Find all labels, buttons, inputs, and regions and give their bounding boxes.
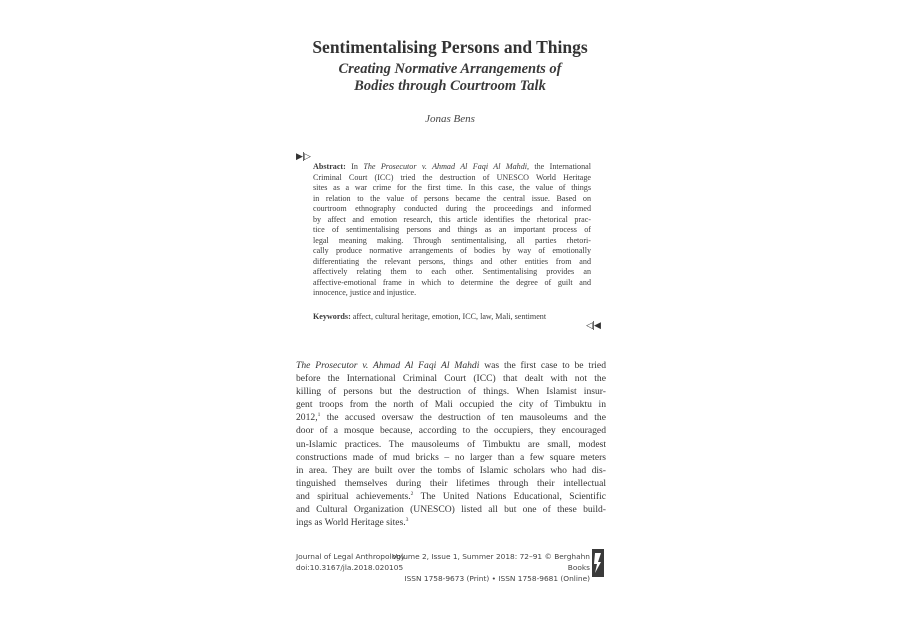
abstract-line: affective-emotional frame in which to determine the degree of guilt and — [313, 277, 591, 287]
body-line — [296, 516, 606, 529]
article-subtitle — [280, 61, 620, 95]
abstract-open-marker: ▶|▷ — [296, 152, 310, 162]
abstract-line — [313, 162, 591, 173]
body-text: The United Nations Educational, Scientific — [413, 490, 607, 502]
body-line: gent troops from the north of Mali occupied the city of Timbuktu in — [296, 399, 606, 411]
abstract-line: tice of sentimentalising persons and things as an important process of — [313, 225, 591, 234]
subtitle-line-2: Bodies through Courtroom Talk — [354, 78, 546, 94]
abstract-line: affectively relating them to each other. Sentimentalising provides an — [313, 267, 591, 276]
abstract-line: in relation to the value of persons became the central issue. Based on — [313, 193, 591, 203]
body-line: un-Islamic practices. The mausoleums of Timbuktu are small, modest — [296, 438, 606, 450]
case-name: The Prosecutor v. Ahmad Al Faqi Al Mahdi — [363, 162, 527, 171]
doi[interactable]: doi:10.3167/jla.2018.020105 — [296, 563, 404, 572]
issn-info: ISSN 1758-9673 (Print) • ISSN 1758-9681 (Online) — [404, 574, 590, 583]
abstract-text: , the International — [527, 162, 591, 171]
body-text: and spiritual achievements. — [296, 490, 411, 502]
body-paragraph — [296, 359, 606, 529]
footer-publication-info — [380, 551, 590, 584]
body-line — [296, 490, 606, 503]
body-text: the accused oversaw the destruction of ten mausoleums and the — [320, 412, 606, 424]
body-line: before the International Criminal Court (ICC) that dealt with not the — [296, 373, 606, 385]
abstract-line: Criminal Court (ICC) tried the destruction of UNESCO World Heritage — [313, 172, 591, 182]
body-text: 2012, — [296, 412, 318, 424]
abstract-line: innocence, justice and injustice. — [313, 288, 417, 297]
author-name: Jonas Bens — [425, 113, 475, 125]
keywords — [313, 312, 591, 321]
body-text: was the first case to be tried — [479, 360, 606, 371]
body-text: ings as World Heritage sites. — [296, 517, 406, 529]
abstract-line: by affect and emotion research, this article identifies the rhetorical prac- — [313, 214, 591, 224]
publisher-logo-icon — [592, 549, 604, 577]
article-title: Sentimentalising Persons and Things — [312, 37, 588, 57]
body-line: killing of persons but the destruction of things. When Islamist insur- — [296, 386, 606, 398]
body-line: and Cultural Organization (UNESCO) listed all but one of these build- — [296, 504, 606, 516]
keywords-list: affect, cultural heritage, emotion, ICC, law, Mali, sentiment — [350, 312, 547, 321]
body-line: door of a mosque because, according to the occupiers, they encouraged — [296, 425, 606, 437]
subtitle-line-1: Creating Normative Arrangements of — [338, 61, 562, 77]
abstract-text: In — [345, 162, 364, 171]
body-line: in area. They are built over the tombs of Islamic scholars who had dis- — [296, 464, 606, 476]
keywords-label: Keywords: — [313, 312, 351, 321]
volume-info: Volume 2, Issue 1, Summer 2018: 72–91 © Berghahn Books — [392, 552, 590, 572]
abstract-line: sites as a war crime for the first time. In this case, the value of things — [313, 183, 591, 192]
body-line: constructions made of mud bricks – no larger than a few square meters — [296, 451, 606, 463]
abstract-line: legal meaning making. Through sentimentalising, all parties rhetori- — [313, 235, 591, 245]
abstract-close-marker: ◁|◀ — [586, 321, 600, 331]
footnote-ref[interactable]: 2 — [410, 490, 414, 497]
journal-name: Journal of Legal Anthropology — [296, 552, 406, 561]
abstract-label: Abstract: — [313, 162, 346, 171]
abstract-line: cally produce normative arrangements of bodies by way of emotionally — [313, 246, 591, 255]
body-line: tinguished themselves during their lifetimes through their intellectual — [296, 477, 606, 489]
footnote-ref[interactable]: 3 — [405, 516, 409, 523]
footnote-ref[interactable]: 1 — [317, 412, 321, 419]
body-line — [296, 411, 606, 424]
case-name: The Prosecutor v. Ahmad Al Faqi Al Mahdi — [296, 360, 480, 371]
abstract-line: courtroom ethnography conducted during the proceedings and informed — [313, 204, 591, 213]
abstract-block — [313, 162, 591, 299]
abstract-line: differentiating the relevant persons, things and other entities from and — [313, 256, 591, 266]
body-line — [296, 359, 606, 372]
